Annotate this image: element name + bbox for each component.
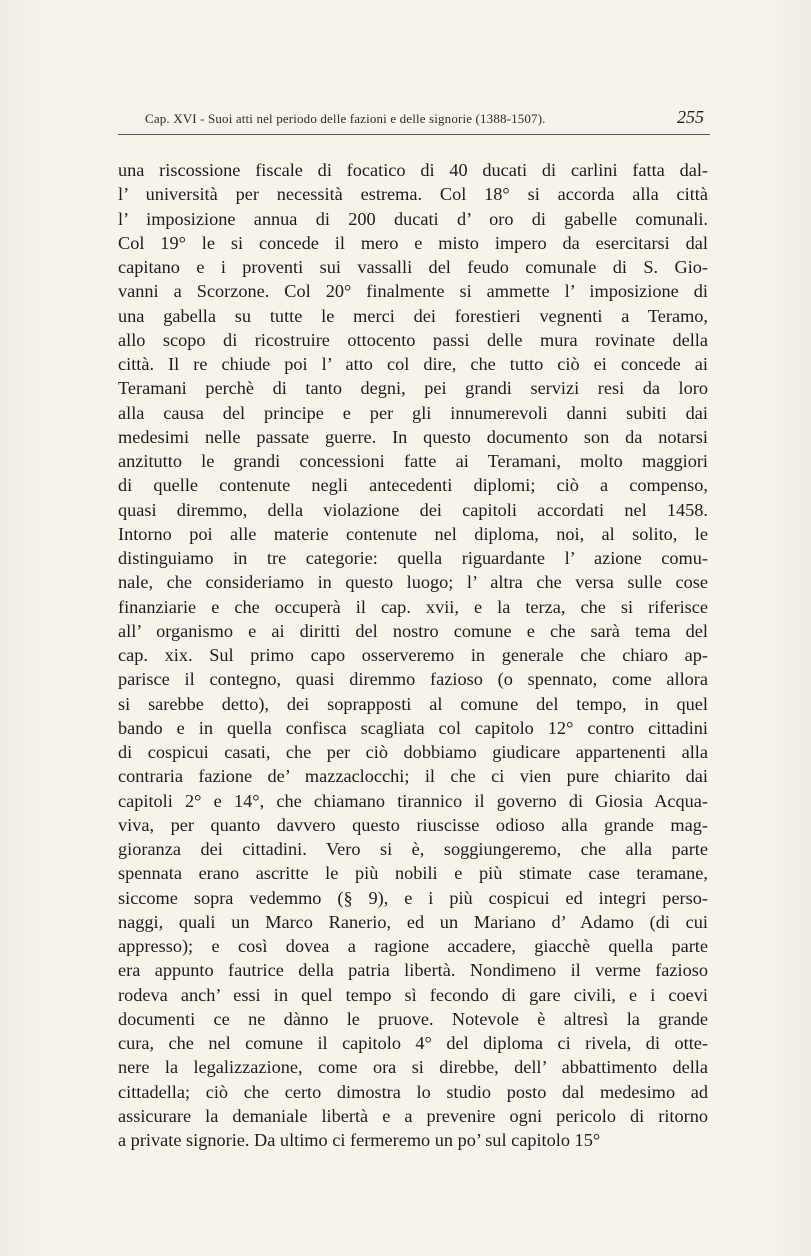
text-line: medesimi nelle passate guerre. In questo documento son da notarsi: [118, 426, 708, 447]
text-line: rodeva anch’ essi in quel tempo sì fecondo di gare civili, e i coevi: [118, 984, 708, 1005]
running-header: [118, 104, 710, 135]
text-line: viva, per quanto davvero questo riuscisse odioso alla grande mag-: [118, 814, 708, 835]
text-line: città. Il re chiude poi l’ atto col dire, che tutto ciò ei concede ai: [118, 354, 708, 374]
text-line: di quelle contenute negli antecedenti diplomi; ciò a compenso,: [118, 475, 708, 496]
text-line: a private signorie. Da ultimo ci fermeremo un po’ sul capitolo 15°: [118, 1130, 601, 1150]
text-line: appresso); e così dovea a ragione accadere, giacchè quella parte: [118, 936, 708, 956]
text-line: Teramani perchè di tanto degni, pei grandi servizi resi da loro: [118, 378, 708, 399]
text-line: era appunto fautrice della patria libertà. Nondimeno il verme fazioso: [118, 960, 708, 981]
text-line: quasi diremmo, della violazione dei capitoli accordati nel 1458.: [118, 499, 708, 520]
text-line: vanni a Scorzone. Col 20° finalmente si ammette l’ imposizione di: [118, 281, 708, 302]
text-line: capitano e i proventi sui vassalli del feudo comunale di S. Gio-: [118, 257, 708, 277]
text-line: documenti ce ne dànno le pruove. Notevole è altresì la grande: [118, 1008, 708, 1029]
text-line: alla causa del principe e per gli innumerevoli danni subiti dai: [118, 402, 708, 423]
text-line: all’ organismo e ai diritti del nostro comune e che sarà tema del: [118, 620, 708, 641]
text-line: cittadella; ciò che certo dimostra lo studio posto dal medesimo ad: [118, 1081, 708, 1102]
text-line: di cospicui casati, che per ciò dobbiamo giudicare appartenenti alla: [118, 742, 708, 762]
text-line: siccome sopra vedemmo (§ 9), e i più cospicui ed integri perso-: [118, 887, 708, 908]
text-line: cap. xix. Sul primo capo osserveremo in generale che chiaro ap-: [118, 645, 708, 665]
text-line: naggi, quali un Marco Ranerio, ed un Mariano d’ Adamo (di cui: [118, 911, 708, 932]
text-line: nere la legalizzazione, come ora si direbbe, dell’ abbattimento della: [118, 1057, 708, 1078]
text-line: una gabella su tutte le merci dei forestieri vegnenti a Teramo,: [118, 305, 708, 326]
text-line: Intorno poi alle materie contenute nel diploma, noi, al solito, le: [118, 523, 708, 544]
text-line: distinguiamo in tre categorie: quella riguardante l’ azione comu-: [118, 548, 708, 568]
text-line: cura, che nel comune il capitolo 4° del diploma ci rivela, di otte-: [118, 1033, 708, 1053]
text-line: capitoli 2° e 14°, che chiamano tirannico il governo di Giosia Acqua-: [118, 790, 708, 811]
text-line: gioranza dei cittadini. Vero si è, soggiungeremo, che alla parte: [118, 839, 708, 859]
text-line: l’ università per necessità estrema. Col 18° si accorda alla città: [118, 184, 708, 205]
page-number: 255: [677, 107, 704, 127]
running-title: Cap. XVI - Suoi atti nel periodo delle fazioni e delle signorie (1388-1507).: [145, 111, 546, 126]
text-line: assicurare la demaniale libertà e a prevenire ogni pericolo di ritorno: [118, 1105, 708, 1126]
text-line: finanziarie e che occuperà il cap. xvii, e la terza, che si riferisce: [118, 596, 708, 617]
text-line: parisce il contegno, quasi diremmo fazioso (o spennato, come allora: [118, 669, 708, 690]
text-line: spennata erano ascritte le più nobili e più stimate case teramane,: [118, 863, 708, 884]
text-line: allo scopo di ricostruire ottocento passi delle mura rovinate della: [118, 329, 708, 350]
text-line: si sarebbe detto), dei soprapposti al comune del tempo, in quel: [118, 693, 708, 714]
body-text: [118, 158, 708, 1152]
text-line: contraria fazione de’ mazzaclocchi; il che ci vien pure chiarito dai: [118, 766, 708, 787]
text-line: anzitutto le grandi concessioni fatte ai Teramani, molto maggiori: [118, 451, 708, 471]
text-line: nale, che consideriamo in questo luogo; l’ altra che versa sulle cose: [118, 572, 708, 593]
text-line: bando e in quella confisca scagliata col capitolo 12° contro cittadini: [118, 717, 708, 738]
text-line: Col 19° le si concede il mero e misto impero da esercitarsi dal: [118, 232, 708, 253]
text-line: una riscossione fiscale di focatico di 40 ducati di carlini fatta dal-: [118, 160, 708, 180]
text-line: l’ imposizione annua di 200 ducati d’ oro di gabelle comunali.: [118, 208, 708, 229]
